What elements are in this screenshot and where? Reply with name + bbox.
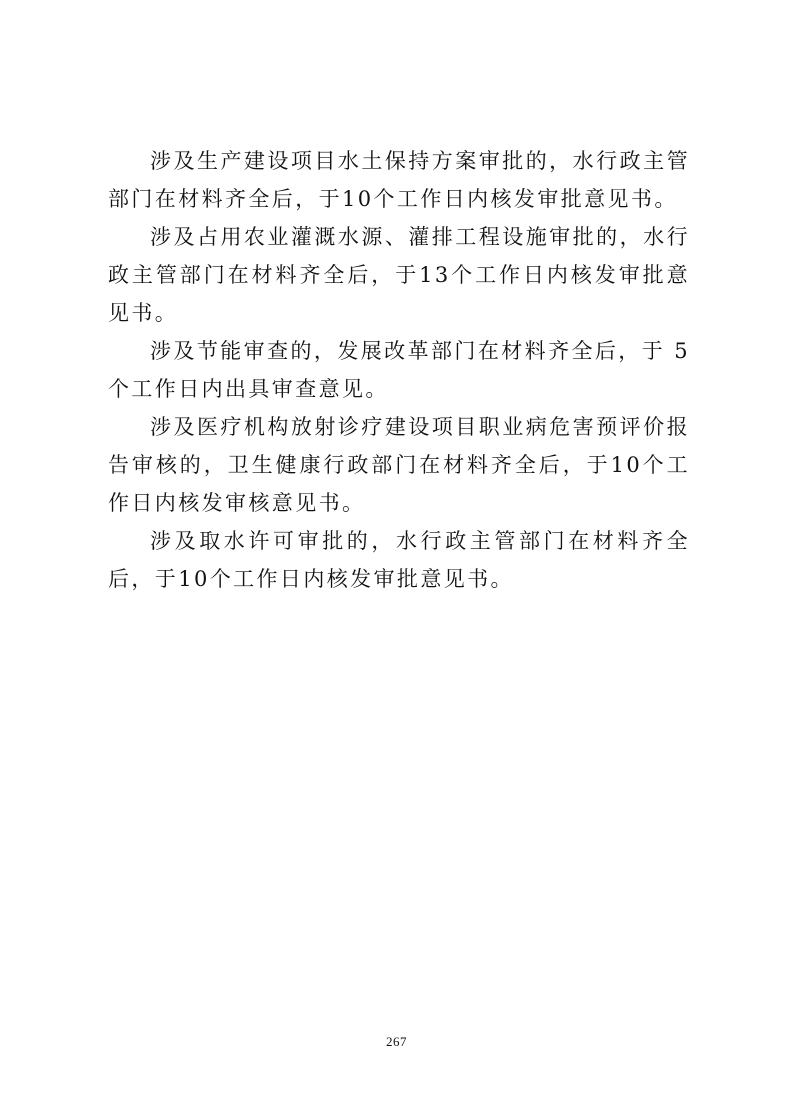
paragraph: 涉及占用农业灌溉水源、灌排工程设施审批的，水行政主管部门在材料齐全后，于13个工作日内核发审批意见书。	[108, 225, 690, 325]
paragraph: 涉及取水许可审批的，水行政主管部门在材料齐全后，于10个工作日内核发审批意见书。	[108, 529, 690, 591]
paragraph: 涉及节能审查的，发展改革部门在材料齐全后，于 5 个工作日内出具审查意见。	[108, 339, 690, 401]
paragraph: 涉及医疗机构放射诊疗建设项目职业病危害预评价报告审核的，卫生健康行政部门在材料齐全后，于10个工作日内核发审核意见书。	[108, 415, 690, 515]
document-body	[108, 142, 690, 598]
paragraph: 涉及生产建设项目水土保持方案审批的，水行政主管部门在材料齐全后，于10个工作日内核发审批意见书。	[108, 149, 690, 211]
page-number: 267	[386, 1034, 407, 1049]
